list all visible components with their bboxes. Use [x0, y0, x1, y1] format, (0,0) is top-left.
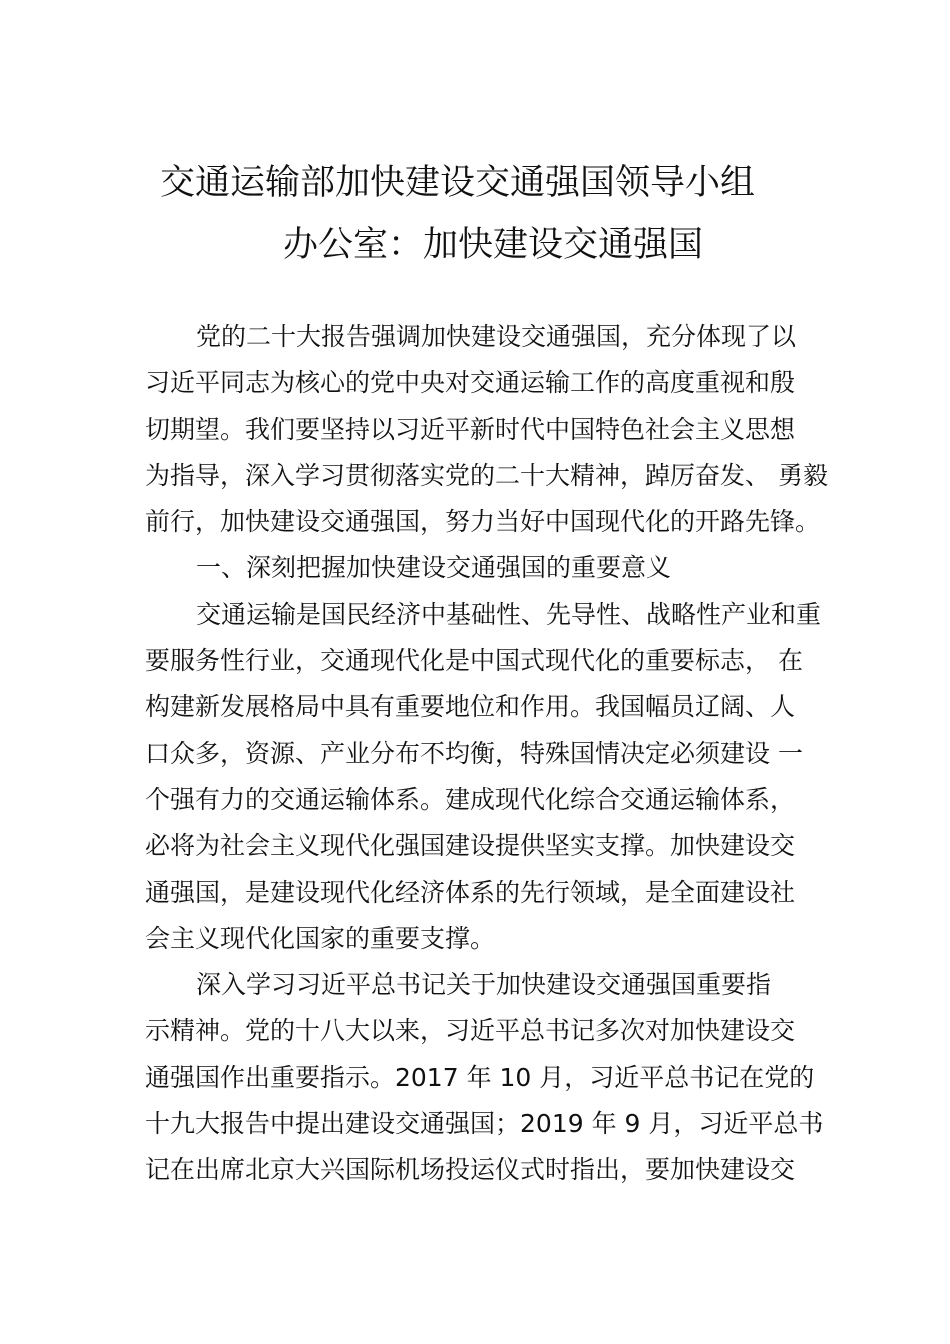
paragraph-line: 党的二十大报告强调加快建设交通强国，充分体现了以 [196, 322, 797, 351]
paragraph-line: 为指导，深入学习贯彻落实党的二十大精神，踔厉奋发、 勇毅 [145, 460, 828, 490]
paragraph-line: 习近平同志为核心的党中央对交通运输工作的高度重视和殷 [145, 368, 796, 398]
paragraph-line: 会主义现代化国家的重要支撑。 [145, 923, 496, 953]
paragraph-line: 示精神。党的十八大以来，习近平总书记多次对加快建设交 [145, 1016, 796, 1046]
paragraph-line: 口众多，资源、产业分布不均衡，特殊国情决定必须建设 一 [145, 738, 803, 768]
document-title-line-2: 办公室：加快建设交通强国 [283, 225, 704, 265]
paragraph-line: 通强国，是建设现代化经济体系的先行领域，是全面建设社 [145, 877, 796, 907]
paragraph-line: 前行，加快建设交通强国，努力当好中国现代化的开路先锋。 [145, 507, 821, 537]
paragraph-line: 切期望。我们要坚持以习近平新时代中国特色社会主义思想 [145, 414, 796, 444]
paragraph-line: 十九大报告中提出建设交通强国；2019 年 9 月，习近平总书 [145, 1109, 824, 1139]
paragraph-line: 个强有力的交通运输体系。建成现代化综合交通运输体系， [145, 784, 796, 814]
document-body [145, 314, 835, 1194]
paragraph-line: 深入学习习近平总书记关于加快建设交通强国重要指 [196, 970, 772, 1000]
paragraph-line: 交通运输是国民经济中基础性、先导性、战略性产业和重 [196, 599, 822, 629]
document-title-line-1: 交通运输部加快建设交通强国领导小组 [160, 163, 756, 203]
paragraph-line: 要服务性行业，交通现代化是中国式现代化的重要标志， 在 [145, 646, 803, 676]
paragraph-line: 通强国作出重要指示。2017 年 10 月，习近平总书记在党的 [145, 1062, 815, 1092]
paragraph-line: 构建新发展格局中具有重要地位和作用。我国幅员辽阔、人 [145, 692, 796, 722]
paragraph-line: 记在出席北京大兴国际机场投运仪式时指出，要加快建设交 [145, 1155, 796, 1185]
paragraph-line: 必将为社会主义现代化强国建设提供坚实支撑。加快建设交 [145, 831, 796, 861]
section-heading: 一、深刻把握加快建设交通强国的重要意义 [196, 553, 672, 583]
